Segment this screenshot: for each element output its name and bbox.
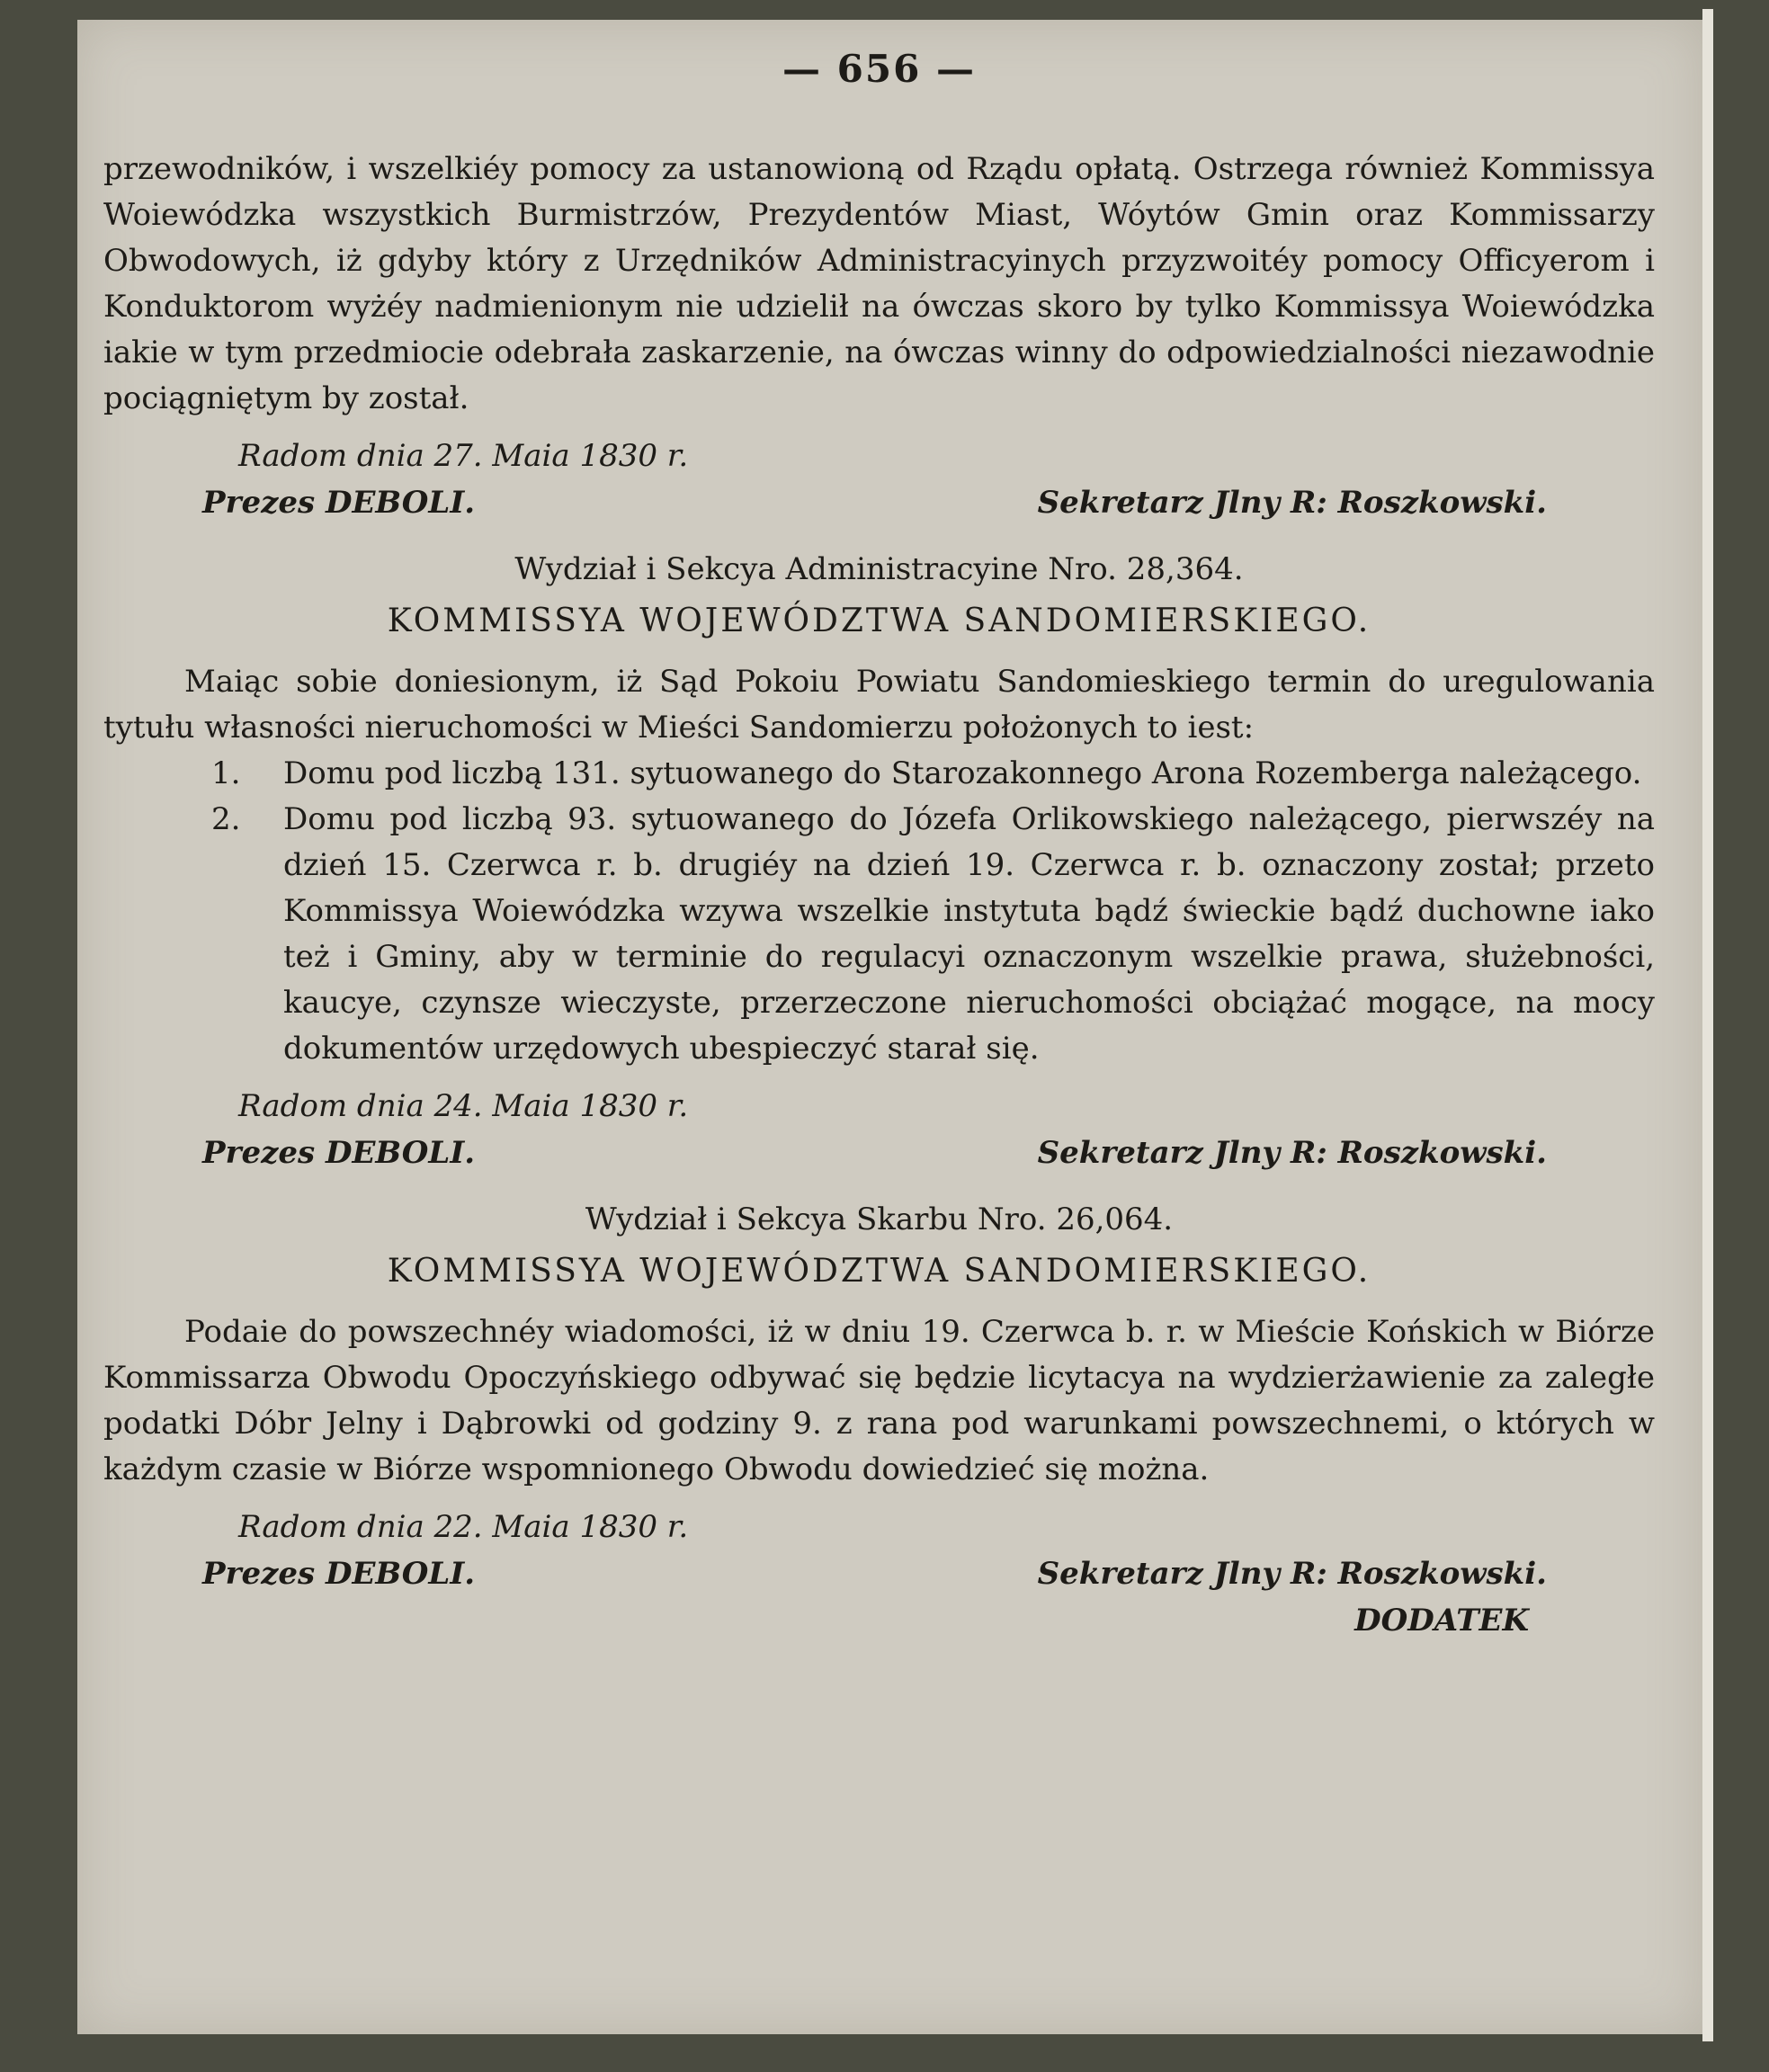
commission-heading: KOMMISSYA WOJEWÓDZTWA SANDOMIERSKIEGO.	[387, 1253, 1371, 1290]
item-number: 1.	[211, 755, 241, 791]
signature-line	[103, 1550, 1655, 1597]
item-text: Domu pod liczbą 131. sytuowanego do Starozakonnego Arona Rozemberga należącego.	[283, 755, 1642, 791]
item-text: Domu pod liczbą 93. sytuowanego do Józefa Orlikowskiego należącego, pierwszéy na dzień 15. Czerwca r. b. drugiéy na dzień 19. Czerwca r. b. oznaczony został; przeto Kommissya Woiewódzka wzywa wszelkie instytuta bądź świeckie bądź duchowne iako też i Gminy, aby w terminie do regulacyi oznaczonym wszelkie prawa, służebności, kaucye, czynsze wieczyste, przerzeczone nieruchomości obciążać mogące, na mocy dokumentów urzędowych ubespieczyć starał się.	[283, 801, 1655, 1067]
secretary-signature: Sekretarz Jlny R: Roszkowski.	[1037, 1556, 1547, 1592]
paragraph: Maiąc sobie doniesionym, iż Sąd Pokoiu Powiatu Sandomieskiego termin do uregulowania tytułu własności nieruchomości w Mieści Sandomierzu położonych to iest:	[103, 664, 1655, 746]
paragraph: Podaie do powszechnéy wiadomości, iż w dniu 19. Czerwca b. r. w Mieście Końskich w Biórze Kommissarza Obwodu Opoczyńskiego odbywać się będzie licytacya na wydzierżawienie za zaległe podatki Dóbr Jelny i Dąbrowki od godziny 9. z rana pod warunkami powszechnemi, o których w każdym czasie w Biórze wspomnionego Obwodu dowiedzieć się można.	[103, 1314, 1655, 1487]
page-edge	[1702, 9, 1713, 2041]
list-item	[103, 751, 1655, 797]
list-item	[103, 797, 1655, 1072]
item-number: 2.	[211, 801, 241, 837]
president-signature: Prezes DEBOLI.	[202, 1556, 476, 1592]
signature-line	[103, 1130, 1655, 1176]
date-line: Radom dnia 24. Maia 1830 r.	[238, 1088, 689, 1124]
paragraph: przewodników, i wszelkiéy pomocy za ustanowioną od Rządu opłatą. Ostrzega również Kommissya Woiewódzka wszystkich Burmistrzów, Prezydentów Miast, Wóytów Gmin oraz Kommissarzy Obwodowych, iż gdyby który z Urzędników Administracyinych przyzwoitéy pomocy Officyerom i Konduktorom wyżéy nadmienionym nie udzielił na ówczas skoro by tylko Kommissya Woiewódzka iakie w tym przedmiocie odebrała zaskarzenie, na ówczas winny do odpowiedzialności niezawodnie pociągniętym by został.	[103, 151, 1655, 416]
president-signature: Prezes DEBOLI.	[202, 1135, 476, 1171]
department-heading: Wydział i Sekcya Skarbu Nro. 26,064.	[585, 1201, 1174, 1237]
date-line: Radom dnia 22. Maia 1830 r.	[238, 1509, 689, 1545]
page-number: — 656 —	[782, 47, 976, 91]
secretary-signature: Sekretarz Jlny R: Roszkowski.	[1037, 1135, 1547, 1171]
signature-line	[103, 479, 1655, 526]
department-heading: Wydział i Sekcya Administracyine Nro. 28,364.	[514, 551, 1244, 587]
page-content	[103, 47, 1655, 1644]
notice-treasury	[103, 1192, 1655, 1644]
secretary-signature: Sekretarz Jlny R: Roszkowski.	[1037, 485, 1547, 521]
commission-heading: KOMMISSYA WOJEWÓDZTWA SANDOMIERSKIEGO.	[387, 603, 1371, 639]
notice-continuation	[103, 147, 1655, 526]
notice-administrative	[103, 542, 1655, 1176]
president-signature: Prezes DEBOLI.	[202, 485, 476, 521]
date-line: Radom dnia 27. Maia 1830 r.	[238, 438, 689, 474]
catchword: DODATEK	[1354, 1603, 1529, 1639]
